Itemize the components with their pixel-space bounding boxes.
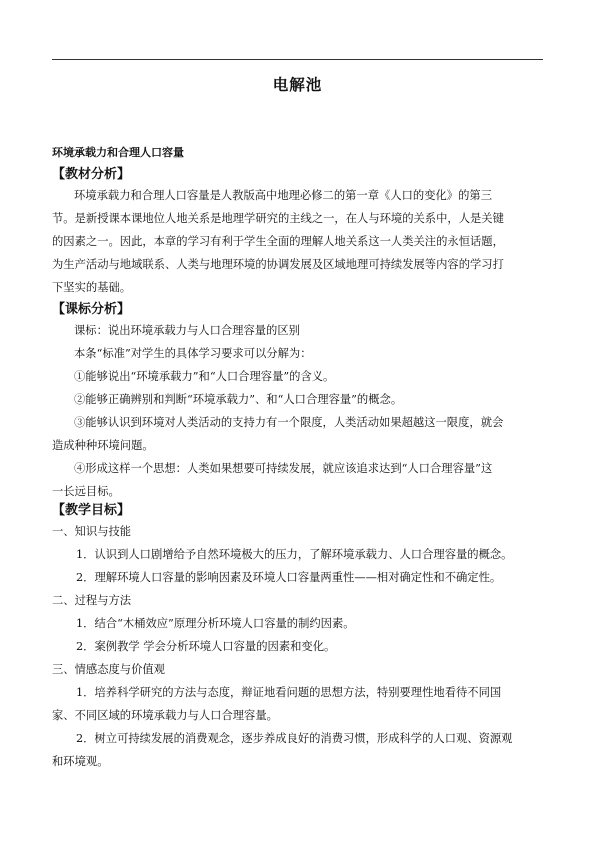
paragraph-line: 课标：说出环境承载力与人口合理容量的区别	[74, 324, 300, 337]
goal-item: 1．认识到人口剧增给予自然环境极大的压力，了解环境承载力、人口合理容量的概念。	[76, 548, 513, 561]
section-heading-standard: 【课标分析】	[52, 302, 131, 317]
lesson-subtitle: 环境承载力和合理人口容量	[52, 146, 184, 159]
goal-item: 2．案例教学 学会分析环境人口容量的因素和变化。	[76, 640, 336, 653]
paragraph-line: 造成种种环境问题。	[52, 439, 154, 452]
goal-item: 2．理解环境人口容量的影响因素及环境人口容量两重性——相对确定性和不确定性。	[76, 571, 502, 584]
page-title: 电解池	[272, 76, 323, 94]
section-heading-goals: 【教学目标】	[52, 503, 131, 518]
paragraph-line: 一长远目标。	[52, 485, 120, 498]
paragraph-line: ①能够说出“环境承载力”和“人口合理容量”的含义。	[74, 370, 335, 383]
goal-item: 1．结合“木桶效应”原理分析环境人口容量的制约因素。	[76, 617, 355, 630]
goal-category: 一、知识与技能	[52, 525, 132, 538]
goal-item-continued: 和环境观。	[52, 755, 109, 768]
paragraph-line: ②能够正确辨别和判断“环境承载力”、和“人口合理容量”的概念。	[74, 393, 403, 406]
section-heading-material: 【教材分析】	[52, 167, 131, 182]
goal-item-continued: 家、不同区域的环境承载力与人口合理容量。	[52, 709, 278, 722]
goal-item: 1．培养科学研究的方法与态度，辩证地看问题的思想方法，特别要理性地看待不同国	[76, 686, 502, 699]
paragraph-line: 为生产活动与地域联系、人类与地理环境的协调发展及区域地理可持续发展等内容的学习打	[52, 258, 504, 271]
goal-item: 2．树立可持续发展的消费观念，逐步养成良好的消费习惯，形成科学的人口观、资源观	[76, 732, 513, 745]
paragraph-line: 环境承载力和合理人口容量是人教版高中地理必修二的第一章《人口的变化》的第三	[74, 189, 492, 202]
paragraph-line: 本条“标准”对学生的具体学习要求可以分解为：	[74, 347, 312, 360]
goal-category: 二、过程与方法	[52, 594, 132, 607]
header-rule	[52, 59, 543, 60]
paragraph-line: 下坚实的基础。	[52, 281, 132, 294]
paragraph-line: 的因素之一。因此，本章的学习有利于学生全面的理解人地关系这一人类关注的永恒话题，	[52, 235, 504, 248]
paragraph-line: ④形成这样一个思想：人类如果想要可持续发展，就应该追求达到“人口合理容量”这	[74, 462, 493, 475]
goal-category: 三、情感态度与价值观	[52, 663, 165, 676]
paragraph-line: 节。是新授课本课地位人地关系是地理学研究的主线之一，在人与环境的关系中，人是关键	[52, 212, 504, 225]
paragraph-line: ③能够认识到环境对人类活动的支持力有一个限度，人类活动如果超越这一限度，就会	[74, 416, 504, 429]
